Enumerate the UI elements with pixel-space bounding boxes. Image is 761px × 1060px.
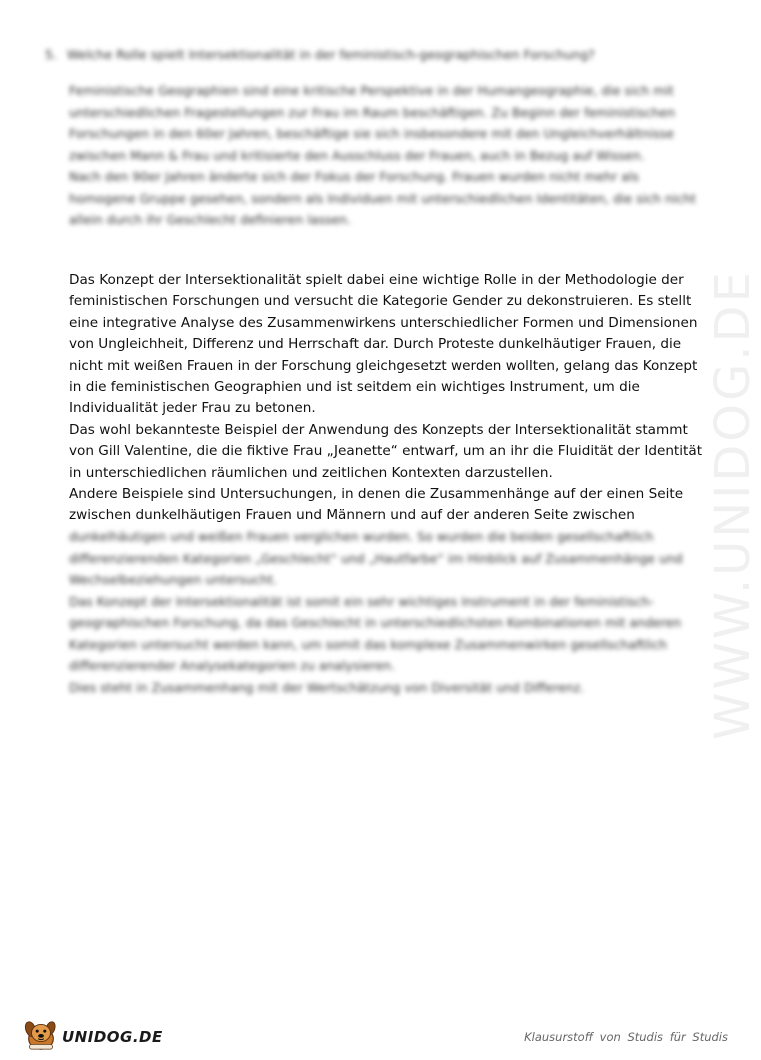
logo-text: UNIDOG.DE bbox=[62, 1028, 163, 1046]
tail-paragraph: dunkelhäutigen und weißen Frauen verglichen wurden. So wurden die beiden gesellschaftlich differenzierenden Kategorien „Geschlecht“ und „Hautfarbe“ im Hinblick auf Zusammenhänge und Wechselbeziehungen untersucht. Das Konzept der Intersektionalität ist somit ein sehr wichtiges Instrument in der feministisch-geographischen Forschung, da das Geschlecht in unterschiedlichsten Kombinationen mit anderen Kategorien untersucht werden kann, um somit das komplexe Zusammenwirken gesellschaftlich differenzierender Analysekategorien zu analysieren. Dies steht in Zusammenhang mit der Wertschätzung von Diversität und Differenz. bbox=[69, 529, 683, 695]
question-number: 5. bbox=[45, 47, 57, 62]
footer-tagline: Klausurstoff von Studis für Studis bbox=[524, 1030, 728, 1044]
watermark: WWW.UNIDOG.DE bbox=[705, 269, 761, 740]
main-paragraph: Das Konzept der Intersektionalität spielt dabei eine wichtige Rolle in der Methodologie der feministischen Forschungen und versucht die Kategorie Gender zu dekonstruieren. Es stellt eine integrative Analyse des Zusammenwirkens unterschiedlicher Formen und Dimensionen von Ungleichheit, Differenz und Herrschaft dar. Durch Proteste dunkelhäutiger Frauen, die nicht mit weißen Frauen in der Forschung gleichgesetzt werden wollten, gelang das Konzept in die feministischen Geographien und ist seitdem ein wichtiges Instrument, um die Individualität jeder Frau zu betonen. Das wohl bekannteste Beispiel der Anwendung des Konzepts der Intersektionalität stammt von Gill Valentine, die die fiktive Frau „Jeanette“ entwarf, um an ihr die Fluidität der Identität in unterschiedlichen räumlichen und zeitlichen Kontexten darzustellen. Andere Beispiele sind Untersuchungen, in denen die Zusammenhänge auf der einen Seite zwischen dunkelhäutigen Frauen und Männern und auf der anderen Seite zwischen bbox=[69, 272, 703, 524]
question-heading bbox=[45, 46, 695, 64]
intro-paragraph: Feministische Geographien sind eine kritische Perspektive in der Humangeographie, die sich mit unterschiedlichen Fragestellungen zur Frau im Raum beschäftigen. Zu Beginn der feministischen Forschungen in den 60er Jahren, beschäftige sie sich insbesondere mit den Ungleichverhältnisse zwischen Mann & Frau und kritisierte den Ausschluss der Frauen, auch in Bezug auf Wissen. Nach den 90er Jahren änderte sich der Fokus der Forschung. Frauen wurden nicht mehr als homogene Gruppe gesehen, sondern als Individuen mit unterschiedlichen Identitäten, die sich nicht allein durch ihr Geschlecht definieren lassen. bbox=[69, 83, 697, 227]
question-text: Welche Rolle spielt Intersektionalität in der feministisch-geographischen Forschung? bbox=[67, 47, 595, 62]
